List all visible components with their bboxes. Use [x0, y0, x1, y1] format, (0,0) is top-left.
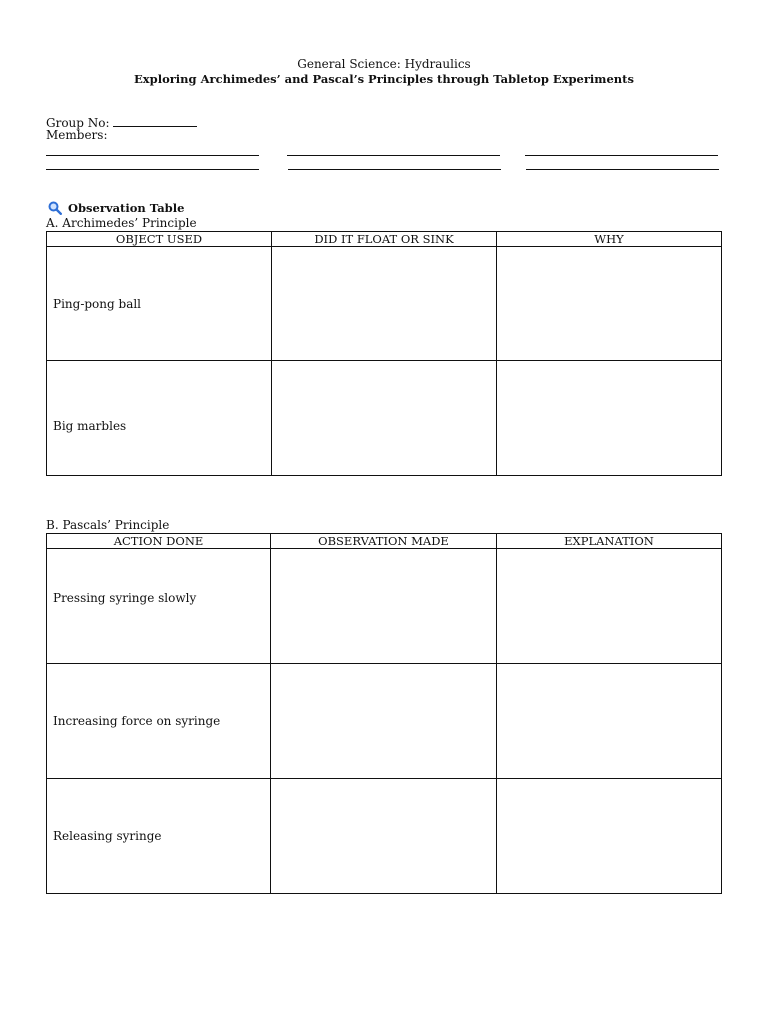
column-header: OBJECT USED — [47, 232, 272, 247]
column-header: WHY — [497, 232, 722, 247]
column-header: EXPLANATION — [497, 534, 722, 549]
observation-cell[interactable] — [271, 664, 497, 779]
member-blank-5[interactable] — [288, 169, 501, 170]
object-cell: Ping-pong ball — [47, 247, 272, 361]
observation-heading — [48, 201, 184, 215]
table-row — [47, 361, 722, 476]
member-blank-3[interactable] — [525, 155, 718, 156]
column-header: OBSERVATION MADE — [271, 534, 497, 549]
member-blank-6[interactable] — [526, 169, 719, 170]
action-cell: Releasing syringe — [47, 779, 271, 894]
table-row — [47, 779, 722, 894]
column-header: DID IT FLOAT OR SINK — [272, 232, 497, 247]
pascal-label: B. Pascals’ Principle — [46, 518, 170, 532]
result-cell[interactable] — [272, 247, 497, 361]
magnifier-icon — [48, 201, 62, 215]
table-row — [47, 549, 722, 664]
object-cell: Big marbles — [47, 361, 272, 476]
observation-cell[interactable] — [271, 779, 497, 894]
table-header-row — [47, 232, 722, 247]
action-cell: Pressing syringe slowly — [47, 549, 271, 664]
pascal-table — [46, 533, 722, 894]
member-blank-4[interactable] — [46, 169, 259, 170]
members-label: Members: — [46, 128, 108, 142]
why-cell[interactable] — [497, 361, 722, 476]
member-blank-1[interactable] — [46, 155, 259, 156]
table-row — [47, 247, 722, 361]
result-cell[interactable] — [272, 361, 497, 476]
archimedes-label: A. Archimedes’ Principle — [46, 216, 197, 230]
explanation-cell[interactable] — [497, 779, 722, 894]
why-cell[interactable] — [497, 247, 722, 361]
group-number-label: Group No: — [46, 116, 110, 130]
observation-heading-text: Observation Table — [68, 201, 185, 215]
explanation-cell[interactable] — [497, 549, 722, 664]
explanation-cell[interactable] — [497, 664, 722, 779]
worksheet-title: Exploring Archimedes’ and Pascal’s Principles through Tabletop Experiments — [134, 72, 634, 86]
member-blank-2[interactable] — [287, 155, 500, 156]
action-cell: Increasing force on syringe — [47, 664, 271, 779]
column-header: ACTION DONE — [47, 534, 271, 549]
table-header-row — [47, 534, 722, 549]
table-row — [47, 664, 722, 779]
archimedes-table — [46, 231, 722, 476]
subject-heading: General Science: Hydraulics — [297, 57, 471, 71]
observation-cell[interactable] — [271, 549, 497, 664]
group-number-blank[interactable] — [113, 115, 197, 127]
